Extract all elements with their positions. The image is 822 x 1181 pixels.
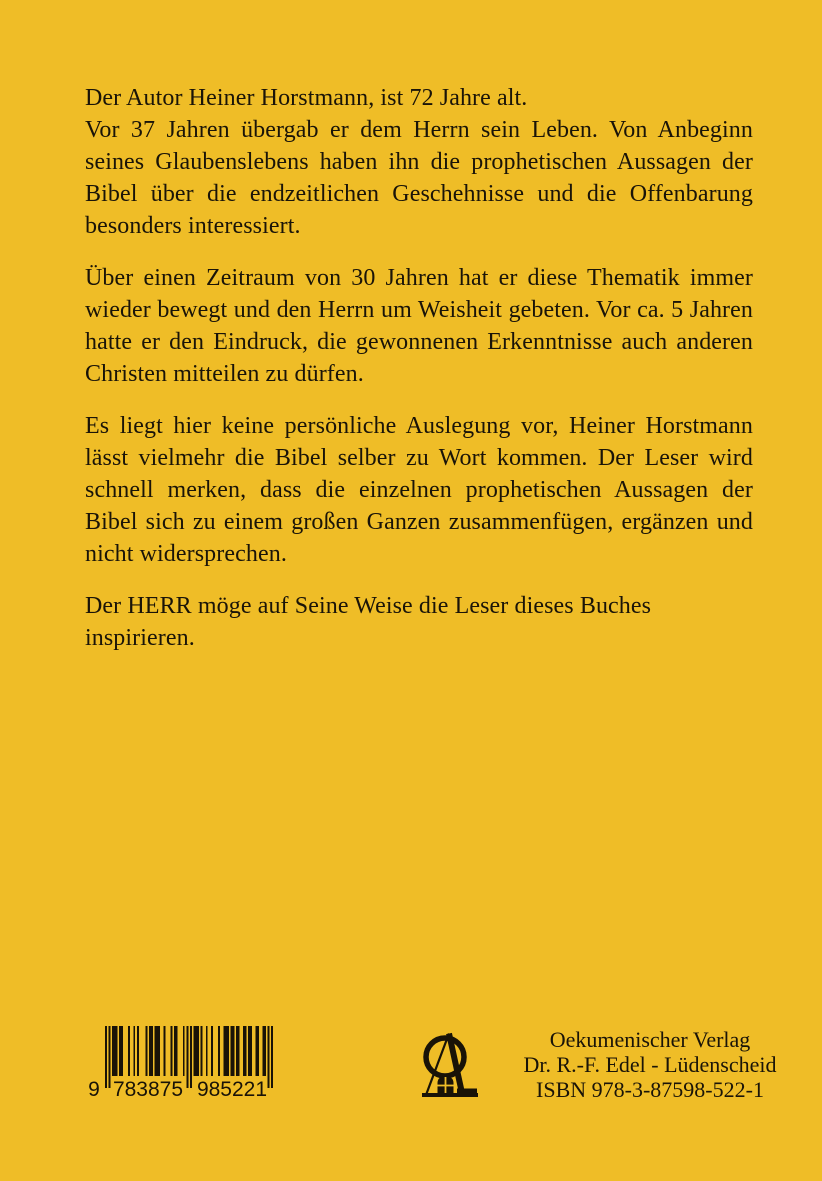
- ean13-barcode: [85, 1026, 280, 1108]
- barcode-right-digits: 985221: [196, 1078, 268, 1101]
- back-cover-text: [85, 82, 753, 674]
- alpha-omega-logo-icon: [421, 1031, 479, 1097]
- publisher-address: Dr. R.-F. Edel - Lüdenscheid: [523, 1052, 777, 1077]
- study-journey-paragraph: Über einen Zeitraum von 30 Jahren hat er diese Thematik immer wieder bewegt und den Herrn um Weisheit gebeten. Vor ca. 5 Jahren hatte er den Eindruck, die gewonnenen Erkenntnisse auch anderen Christen mitteilen zu dürfen.: [85, 265, 753, 387]
- publisher-block: [505, 1027, 795, 1102]
- publisher-isbn: ISBN 978-3-87598-522-1: [536, 1077, 764, 1102]
- author-background-paragraph: Vor 37 Jahren übergab er dem Herrn sein Leben. Von Anbeginn seines Glaubenslebens haben ihn die prophetischen Aussagen der Bibel über die endzeitlichen Geschehnisse und die Offenbarung besonders interessiert.: [85, 117, 753, 239]
- barcode-first-digit: 9: [88, 1078, 100, 1101]
- author-intro-line: Der Autor Heiner Horstmann, ist 72 Jahre alt.: [85, 85, 528, 111]
- interpretation-paragraph: Es liegt hier keine persönliche Auslegung vor, Heiner Horstmann lässt vielmehr die Bibel selber zu Wort kommen. Der Leser wird schnell merken, dass die einzelnen prophetischen Aussagen der Bibel sich zu einem großen Ganzen zusammenfügen, ergänzen und nicht widersprechen.: [85, 413, 753, 567]
- cover-footer: [0, 1020, 822, 1150]
- blessing-line: Der HERR möge auf Seine Weise die Leser dieses Buches inspirieren.: [85, 593, 652, 651]
- barcode-left-digits: 783875: [112, 1078, 184, 1101]
- publisher-name: Oekumenischer Verlag: [549, 1027, 751, 1052]
